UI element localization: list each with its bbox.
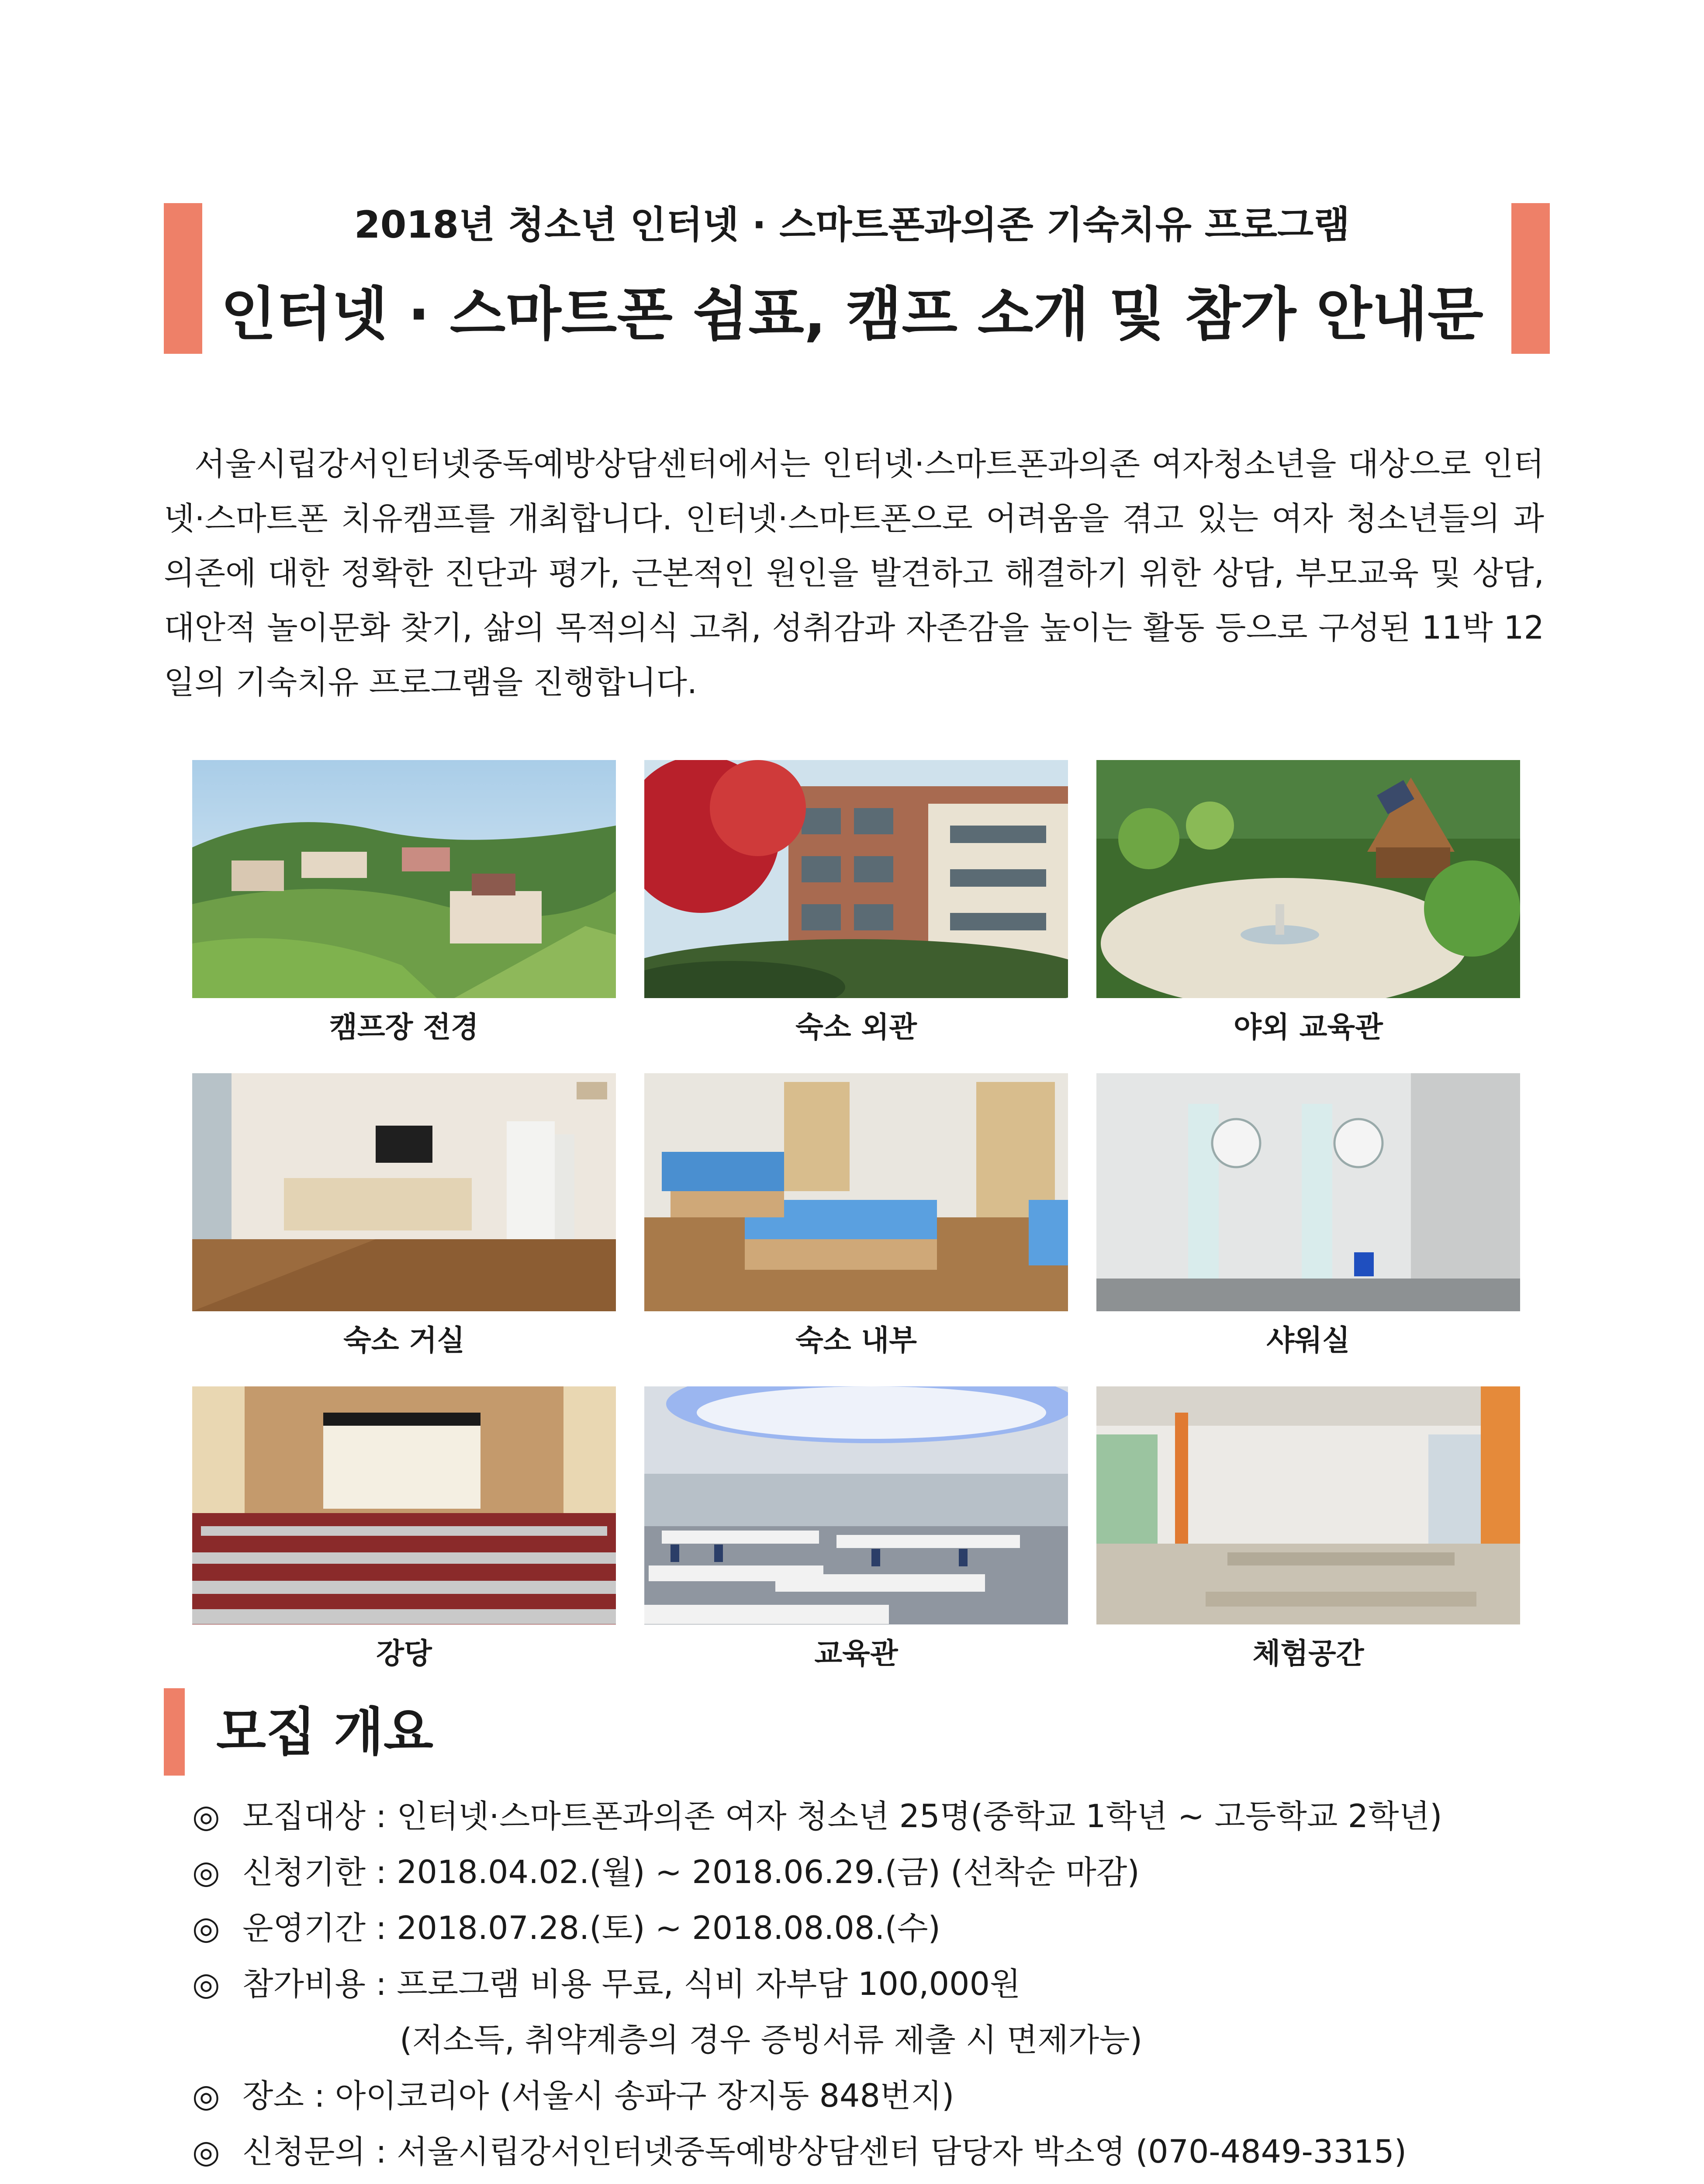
bullet-mark: ◎ [192, 2133, 220, 2170]
recruit-location: 장소 : 아이코리아 (서울시 송파구 장지동 848번지) [242, 2077, 954, 2115]
recruit-deadline: 신청기한 : 2018.04.02.(월) ~ 2018.06.29.(금) (선착순 마감) [242, 1854, 1140, 1891]
photo-card [1096, 760, 1520, 1047]
photo-card [192, 1386, 616, 1673]
section-accent-bar [164, 1688, 185, 1776]
camp-overview-photo [192, 760, 616, 998]
recruit-cost-note: (저소득, 취약계층의 경우 증빙서류 제출 시 면제가능) [400, 2022, 1143, 2059]
list-item [192, 1901, 1529, 1956]
list-item [192, 2068, 1529, 2124]
bullet-mark: ◎ [192, 1910, 220, 1947]
photo-row [192, 1386, 1520, 1673]
photo-row [192, 1073, 1520, 1360]
photo-card [644, 1073, 1068, 1360]
bullet-mark: ◎ [192, 2077, 220, 2115]
list-item [192, 1956, 1529, 2012]
bullet-mark: ◎ [192, 1854, 220, 1891]
list-item [192, 2124, 1529, 2180]
photo-card [192, 1073, 616, 1360]
shower-room-photo [1096, 1073, 1520, 1311]
bullet-mark: ◎ [192, 1798, 220, 1835]
photo-card [644, 760, 1068, 1047]
education-hall-photo [644, 1386, 1068, 1624]
document-title: 인터넷 · 스마트폰 쉼표, 캠프 소개 및 참가 안내문 [221, 281, 1483, 348]
photo-card [1096, 1073, 1520, 1360]
outdoor-classroom-photo [1096, 760, 1520, 998]
list-item-note [192, 2012, 1529, 2068]
recruitment-list [192, 1789, 1529, 2180]
photo-caption: 교육관 [814, 1637, 898, 1670]
photo-row [192, 760, 1520, 1047]
document-subtitle: 2018년 청소년 인터넷 · 스마트폰과의존 기숙치유 프로그램 [354, 203, 1350, 247]
auditorium-photo [192, 1386, 616, 1624]
photo-caption: 야외 교육관 [1234, 1010, 1383, 1044]
experience-space-photo [1096, 1386, 1520, 1624]
list-item [192, 1789, 1529, 1845]
photo-caption: 캠프장 전경 [329, 1010, 479, 1044]
photo-caption: 샤워실 [1266, 1324, 1350, 1357]
lodging-bedroom-photo [644, 1073, 1068, 1311]
lodging-living-room-photo [192, 1073, 616, 1311]
recruit-period: 운영기간 : 2018.07.28.(토) ~ 2018.08.08.(수) [242, 1910, 940, 1947]
photo-caption: 체험공간 [1252, 1637, 1364, 1670]
photo-grid [192, 760, 1520, 1700]
intro-paragraph: 서울시립강서인터넷중독예방상담센터에서는 인터넷·스마트폰과의존 여자청소년을 대상으로 인터넷·스마트폰 치유캠프를 개최합니다. 인터넷·스마트폰으로 어려움을 겪고 있는 여자 청소년들의 과의존에 대한 정확한 진단과 평가, 근본적인 원인을 발견하고 해결하기 위한 상담, 부모교육 및 상담, 대안적 놀이문화 찾기, 삶의 목적의식 고취, 성취감과 자존감을 높이는 활동 등으로 구성된 11박 12일의 기숙치유 프로그램을 진행합니다. [164, 446, 1544, 701]
photo-caption: 숙소 거실 [343, 1324, 465, 1357]
recruit-contact: 신청문의 : 서울시립강서인터넷중독예방상담센터 담당자 박소영 (070-4849-3315) [242, 2133, 1407, 2170]
recruit-target: 모집대상 : 인터넷·스마트폰과의존 여자 청소년 25명(중학교 1학년 ~ 고등학교 2학년) [242, 1798, 1442, 1835]
photo-card [644, 1386, 1068, 1673]
recruit-cost: 참가비용 : 프로그램 비용 무료, 식비 자부담 100,000원 [242, 1966, 1021, 2003]
photo-card [1096, 1386, 1520, 1673]
photo-card [192, 760, 616, 1047]
photo-caption: 강당 [376, 1637, 432, 1670]
photo-caption: 숙소 외관 [795, 1010, 917, 1044]
photo-caption: 숙소 내부 [795, 1324, 917, 1357]
section-title-recruitment: 모집 개요 [216, 1702, 434, 1762]
bullet-mark: ◎ [192, 1966, 220, 2003]
list-item [192, 1845, 1529, 1901]
lodging-exterior-photo [644, 760, 1068, 998]
